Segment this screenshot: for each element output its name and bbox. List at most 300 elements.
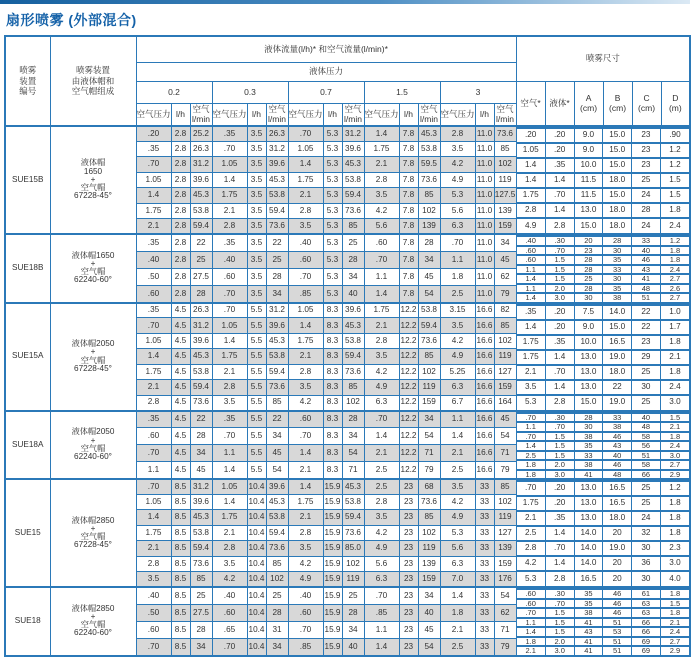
- dims-inner-table: [517, 412, 690, 479]
- flow-cell: 12.2: [399, 462, 418, 479]
- flow-row: [5, 303, 690, 318]
- flow-cell: 53.8: [342, 172, 364, 187]
- flow-cell: 8.5: [171, 479, 190, 494]
- flow-cell: 4.9: [364, 541, 399, 556]
- flow-cell: 5.3: [440, 525, 475, 540]
- dim-cell: .60: [517, 246, 546, 256]
- flow-cell: 8.5: [171, 510, 190, 525]
- dim-cell: 1.75: [517, 350, 546, 365]
- dim-col-header: 液体*: [545, 81, 574, 126]
- flow-cell: 159: [418, 572, 440, 587]
- flow-cell: .70: [288, 621, 323, 638]
- dim-cell: 16.5: [574, 571, 603, 586]
- flow-cell: 11.0: [475, 126, 494, 141]
- flow-cell: 11.0: [475, 141, 494, 156]
- flow-row: [5, 234, 690, 251]
- flow-cell: 16.6: [475, 380, 494, 395]
- dim-cell: 3.0: [545, 470, 574, 479]
- flow-cell: 85: [494, 479, 516, 494]
- dim-cell: 1.5: [545, 265, 574, 275]
- dim-cell: .35: [545, 158, 574, 173]
- flow-col-header: 空气 l/min: [342, 103, 364, 126]
- flow-cell: 127: [494, 525, 516, 540]
- flow-cell: 119: [418, 541, 440, 556]
- dim-cell: 15.0: [603, 128, 632, 143]
- flow-cell: 85.0: [342, 541, 364, 556]
- flow-cell: 3.5: [247, 251, 266, 268]
- flow-cell: 15.9: [323, 541, 342, 556]
- dims-inner-table: [517, 588, 690, 655]
- flow-cell: 1.4: [212, 494, 247, 509]
- dim-cell: 1.5: [660, 188, 689, 203]
- flow-cell: 5.3: [323, 268, 342, 285]
- flow-cell: .35: [212, 234, 247, 251]
- dim-cell: 48: [632, 284, 661, 294]
- flow-cell: 5.5: [247, 411, 266, 428]
- flow-cell: 8.5: [171, 494, 190, 509]
- dim-cell: 38: [574, 608, 603, 618]
- flow-cell: 39.6: [342, 141, 364, 156]
- dim-row: [517, 413, 690, 423]
- flow-cell: 102: [418, 364, 440, 379]
- dim-row: [517, 255, 690, 265]
- flow-cell: 45.3: [266, 172, 288, 187]
- dim-cell: .20: [545, 143, 574, 158]
- flow-cell: 164: [494, 395, 516, 410]
- flow-cell: 4.5: [171, 349, 190, 364]
- dim-cell: 1.75: [517, 496, 546, 511]
- flow-cell: .85: [288, 638, 323, 655]
- flow-cell: 2.8: [212, 380, 247, 395]
- dim-cell: 1.5: [545, 627, 574, 637]
- flow-cell: 5.3: [323, 172, 342, 187]
- flow-cell: 6.3: [364, 572, 399, 587]
- flow-cell: 53.8: [190, 525, 212, 540]
- dim-cell: 14.0: [603, 305, 632, 320]
- dim-cell: 23: [632, 158, 661, 173]
- dim-cell: .20: [545, 320, 574, 335]
- dim-cell: 1.8: [660, 246, 689, 256]
- flow-cell: 15.9: [323, 572, 342, 587]
- flow-cell: .65: [212, 621, 247, 638]
- flow-cell: 2.1: [364, 318, 399, 333]
- flow-cell: .60: [288, 604, 323, 621]
- flow-cell: .70: [212, 285, 247, 302]
- dim-cell: 1.4: [517, 441, 546, 451]
- flow-cell: 4.2: [440, 333, 475, 348]
- flow-cell: 2.1: [288, 188, 323, 203]
- dim-cell: 38: [574, 432, 603, 442]
- flow-cell: .60: [212, 268, 247, 285]
- dim-cell: 2.7: [660, 637, 689, 647]
- flow-cell: 7.8: [399, 268, 418, 285]
- flow-cell: 28: [342, 411, 364, 428]
- flow-cell: .35: [136, 411, 171, 428]
- dim-cell: 3.0: [660, 556, 689, 571]
- dim-cell: 1.4: [545, 350, 574, 365]
- flow-cell: 33: [475, 541, 494, 556]
- flow-cell: 45: [190, 462, 212, 479]
- dim-row: [517, 608, 690, 618]
- dim-row: [517, 236, 690, 246]
- flow-cell: .20: [136, 126, 171, 141]
- flow-cell: 16.6: [475, 395, 494, 410]
- dim-cell: 23: [632, 128, 661, 143]
- flow-cell: .70: [136, 638, 171, 655]
- flow-cell: 1.4: [364, 285, 399, 302]
- dim-cell: .70: [545, 365, 574, 380]
- composition-cell: 液体帽 1650 + 空气帽 67228-45°: [50, 126, 136, 234]
- dim-cell: 2.1: [517, 511, 546, 526]
- dim-cell: 2.4: [660, 627, 689, 637]
- flow-cell: 33: [475, 587, 494, 604]
- dim-cell: 1.05: [517, 143, 546, 158]
- flow-cell: 2.8: [171, 285, 190, 302]
- dim-cell: 11.5: [574, 188, 603, 203]
- flow-cell: 2.8: [171, 188, 190, 203]
- flow-cell: 4.2: [364, 364, 399, 379]
- flow-cell: 3.5: [247, 219, 266, 234]
- flow-cell: 5.3: [323, 219, 342, 234]
- flow-cell: 1.75: [364, 303, 399, 318]
- flow-cell: 7.8: [399, 203, 418, 218]
- flow-cell: 2.8: [171, 126, 190, 141]
- flow-cell: 3.5: [247, 234, 266, 251]
- flow-cell: 34: [494, 234, 516, 251]
- flow-cell: 45: [494, 251, 516, 268]
- flow-cell: 4.5: [171, 303, 190, 318]
- flow-cell: 53.8: [418, 303, 440, 318]
- dim-cell: 1.8: [660, 203, 689, 218]
- dim-cell: 25: [632, 395, 661, 410]
- flow-cell: 54: [266, 462, 288, 479]
- flow-cell: 5.5: [247, 333, 266, 348]
- dim-cell: 9.0: [574, 128, 603, 143]
- flow-cell: 102: [266, 572, 288, 587]
- flow-cell: 59.4: [266, 364, 288, 379]
- flow-cell: 33: [475, 510, 494, 525]
- dim-row: [517, 541, 690, 556]
- flow-cell: 3.5: [136, 572, 171, 587]
- dim-row: [517, 646, 690, 655]
- flow-cell: 1.1: [440, 411, 475, 428]
- dim-cell: 51: [632, 293, 661, 302]
- flow-cell: 2.1: [212, 525, 247, 540]
- dim-cell: 1.8: [517, 637, 546, 647]
- flow-cell: .70: [136, 445, 171, 462]
- flow-cell: 25: [266, 251, 288, 268]
- dim-cell: 58: [632, 460, 661, 470]
- dim-cell: 30: [574, 293, 603, 302]
- dim-cell: 1.8: [660, 511, 689, 526]
- flow-col-header: 空气 l/min: [190, 103, 212, 126]
- flow-cell: 16.6: [475, 445, 494, 462]
- flow-cell: .35: [212, 126, 247, 141]
- flow-cell: 6.3: [440, 556, 475, 571]
- flow-cell: 2.5: [440, 462, 475, 479]
- flow-cell: 11.0: [475, 157, 494, 172]
- flow-cell: 22: [190, 411, 212, 428]
- flow-cell: 2.5: [364, 479, 399, 494]
- flow-col-header: 空气压力: [288, 103, 323, 126]
- flow-col-header: 空气压力: [440, 103, 475, 126]
- flow-cell: 85: [342, 380, 364, 395]
- flow-cell: 102: [342, 395, 364, 410]
- dim-cell: 9.0: [574, 143, 603, 158]
- flow-cell: 4.9: [288, 572, 323, 587]
- dim-row: [517, 265, 690, 275]
- dim-cell: .90: [660, 128, 689, 143]
- flow-cell: 1.05: [212, 479, 247, 494]
- flow-cell: 12.2: [399, 445, 418, 462]
- dim-cell: 28: [603, 236, 632, 246]
- flow-cell: 28: [190, 621, 212, 638]
- dim-cell: 43: [603, 441, 632, 451]
- dim-row: [517, 637, 690, 647]
- pressure-value: 0.7: [288, 81, 364, 103]
- dim-cell: .20: [545, 496, 574, 511]
- flow-cell: 8.5: [171, 587, 190, 604]
- flow-cell: 2.8: [171, 157, 190, 172]
- flow-cell: 23: [399, 541, 418, 556]
- dim-cell: 36: [632, 556, 661, 571]
- flow-cell: 1.1: [136, 462, 171, 479]
- dim-cell: 20: [603, 571, 632, 586]
- dim-cell: 1.4: [545, 173, 574, 188]
- dim-cell: .40: [517, 236, 546, 246]
- flow-cell: 2.8: [171, 234, 190, 251]
- flow-cell: 1.4: [364, 428, 399, 445]
- flow-cell: 1.05: [136, 333, 171, 348]
- dim-cell: .70: [545, 246, 574, 256]
- flow-cell: 16.6: [475, 364, 494, 379]
- flow-cell: 2.1: [364, 445, 399, 462]
- flow-cell: 11.0: [475, 203, 494, 218]
- flow-cell: .70: [364, 587, 399, 604]
- flow-cell: 71: [494, 621, 516, 638]
- flow-cell: .35: [212, 411, 247, 428]
- dim-cell: 2.7: [660, 460, 689, 470]
- dim-cell: .30: [545, 236, 574, 246]
- dim-cell: 41: [574, 646, 603, 655]
- flow-cell: 5.5: [247, 349, 266, 364]
- dim-cell: .20: [545, 481, 574, 496]
- flow-cell: .40: [136, 587, 171, 604]
- dim-cell: 1.4: [517, 293, 546, 302]
- flow-cell: .85: [364, 604, 399, 621]
- dim-cell: 2.8: [517, 203, 546, 218]
- flow-cell: 73.6: [342, 525, 364, 540]
- flow-cell: .70: [288, 428, 323, 445]
- dim-cell: 3.0: [660, 451, 689, 461]
- dims-cell: [516, 126, 690, 234]
- flow-cell: .35: [136, 234, 171, 251]
- flow-cell: 45.3: [190, 188, 212, 203]
- composition-cell: 液体帽2850 + 空气帽 67228-45°: [50, 479, 136, 587]
- flow-cell: 8.3: [323, 349, 342, 364]
- flow-cell: 1.1: [440, 251, 475, 268]
- flow-cell: .70: [136, 318, 171, 333]
- dim-cell: 3.0: [660, 395, 689, 410]
- flow-cell: 85: [342, 219, 364, 234]
- flow-cell: 1.4: [212, 333, 247, 348]
- flow-cell: 4.2: [440, 157, 475, 172]
- dim-cell: 22: [603, 380, 632, 395]
- dim-cell: 1.75: [517, 335, 546, 350]
- flow-cell: 73.6: [266, 380, 288, 395]
- dims-inner-table: [517, 480, 690, 586]
- dim-row: [517, 293, 690, 302]
- dim-cell: 10.0: [574, 158, 603, 173]
- dims-cell: [516, 587, 690, 656]
- flow-cell: 5.5: [247, 380, 266, 395]
- dims-inner-table: [517, 304, 690, 410]
- dim-cell: 4.0: [660, 571, 689, 586]
- flow-cell: 16.6: [475, 349, 494, 364]
- flow-cell: 33: [475, 556, 494, 571]
- flow-cell: 31.2: [190, 479, 212, 494]
- flow-cell: 10.4: [247, 510, 266, 525]
- dim-row: [517, 158, 690, 173]
- flow-cell: 3.5: [247, 188, 266, 203]
- flow-cell: 2.1: [440, 621, 475, 638]
- flow-title: 液体流量(l/h)* 和空气流量(l/min)*: [136, 36, 516, 62]
- dim-row: [517, 589, 690, 599]
- flow-cell: 34: [266, 428, 288, 445]
- flow-cell: 16.6: [475, 333, 494, 348]
- dim-row: [517, 627, 690, 637]
- table-header: [5, 36, 690, 126]
- dim-cell: 1.5: [660, 599, 689, 609]
- flow-cell: 5.6: [364, 219, 399, 234]
- flow-cell: 11.0: [475, 172, 494, 187]
- dim-cell: 23: [574, 246, 603, 256]
- flow-cell: 8.3: [323, 303, 342, 318]
- flow-cell: 1.05: [288, 303, 323, 318]
- flow-cell: 4.2: [364, 525, 399, 540]
- flow-cell: .50: [136, 604, 171, 621]
- flow-cell: 2.8: [364, 333, 399, 348]
- flow-cell: 5.6: [440, 541, 475, 556]
- flow-cell: 1.75: [288, 333, 323, 348]
- flow-cell: .40: [212, 587, 247, 604]
- flow-cell: 53.8: [190, 203, 212, 218]
- dim-cell: 15.0: [603, 188, 632, 203]
- dim-cell: 2.8: [545, 395, 574, 410]
- flow-cell: 71: [494, 445, 516, 462]
- flow-cell: 102: [418, 203, 440, 218]
- flow-cell: 79: [494, 638, 516, 655]
- flow-cell: 102: [494, 494, 516, 509]
- dim-cell: 2.7: [660, 293, 689, 302]
- flow-cell: 34: [418, 587, 440, 604]
- flow-cell: .85: [288, 285, 323, 302]
- dim-cell: 33: [603, 265, 632, 275]
- flow-cell: 176: [494, 572, 516, 587]
- dim-cell: 2.8: [545, 218, 574, 233]
- dim-row: [517, 380, 690, 395]
- dim-cell: 14.0: [574, 526, 603, 541]
- flow-cell: 34: [190, 445, 212, 462]
- dim-cell: 23: [632, 335, 661, 350]
- dim-cell: 2.9: [660, 470, 689, 479]
- flow-cell: 4.5: [171, 364, 190, 379]
- dim-cell: .20: [545, 128, 574, 143]
- flow-cell: 3.5: [247, 285, 266, 302]
- dim-cell: 2.3: [660, 541, 689, 556]
- flow-cell: 8.5: [171, 621, 190, 638]
- flow-cell: 25: [190, 587, 212, 604]
- flow-cell: 1.75: [212, 349, 247, 364]
- flow-cell: .70: [136, 479, 171, 494]
- flow-cell: 2.1: [288, 510, 323, 525]
- flow-cell: 28: [190, 428, 212, 445]
- flow-cell: 34: [266, 285, 288, 302]
- flow-cell: 102: [342, 556, 364, 571]
- dim-cell: 28: [574, 265, 603, 275]
- dim-cell: 1.4: [517, 627, 546, 637]
- flow-col-header: 空气 l/min: [494, 103, 516, 126]
- flow-cell: 119: [342, 572, 364, 587]
- dim-cell: 1.8: [660, 255, 689, 265]
- flow-cell: 26.3: [190, 303, 212, 318]
- flow-col-header: l/h: [247, 103, 266, 126]
- dim-col-header: C (cm): [632, 81, 661, 126]
- flow-cell: 2.1: [440, 445, 475, 462]
- flow-cell: .60: [288, 251, 323, 268]
- flow-cell: 4.9: [440, 349, 475, 364]
- flow-cell: 40: [418, 604, 440, 621]
- dim-col-header: D (m): [661, 81, 690, 126]
- dim-row: [517, 571, 690, 586]
- flow-cell: 1.75: [288, 172, 323, 187]
- flow-cell: 15.9: [323, 621, 342, 638]
- dim-cell: 30: [574, 422, 603, 432]
- flow-cell: 139: [418, 219, 440, 234]
- dim-col-header: B (cm): [603, 81, 632, 126]
- flow-cell: 1.05: [136, 172, 171, 187]
- flow-cell: 12.2: [399, 428, 418, 445]
- flow-cell: 159: [418, 395, 440, 410]
- flow-col-header: 空气压力: [136, 103, 171, 126]
- dim-row: [517, 441, 690, 451]
- flow-cell: 23: [399, 604, 418, 621]
- flow-cell: 8.5: [171, 604, 190, 621]
- flow-cell: .70: [288, 126, 323, 141]
- flow-cell: 2.8: [288, 203, 323, 218]
- dim-cell: 15.0: [574, 218, 603, 233]
- flow-cell: 1.05: [212, 318, 247, 333]
- flow-cell: .70: [212, 303, 247, 318]
- dim-cell: 1.8: [660, 335, 689, 350]
- flow-cell: 45.3: [266, 494, 288, 509]
- dim-cell: 32: [632, 526, 661, 541]
- flow-cell: 7.8: [399, 251, 418, 268]
- table-body: [5, 126, 690, 656]
- flow-col-header: 空气 l/min: [418, 103, 440, 126]
- dim-cell: 13.0: [574, 365, 603, 380]
- flow-cell: 2.5: [364, 462, 399, 479]
- dim-cell: 58: [632, 432, 661, 442]
- flow-cell: 2.8: [136, 395, 171, 410]
- dim-cell: 2.1: [517, 365, 546, 380]
- flow-cell: 25: [342, 587, 364, 604]
- flow-cell: 31.2: [266, 141, 288, 156]
- flow-cell: 59.4: [266, 525, 288, 540]
- dim-cell: 1.1: [517, 618, 546, 628]
- flow-cell: 59.4: [190, 380, 212, 395]
- flow-cell: 2.8: [364, 172, 399, 187]
